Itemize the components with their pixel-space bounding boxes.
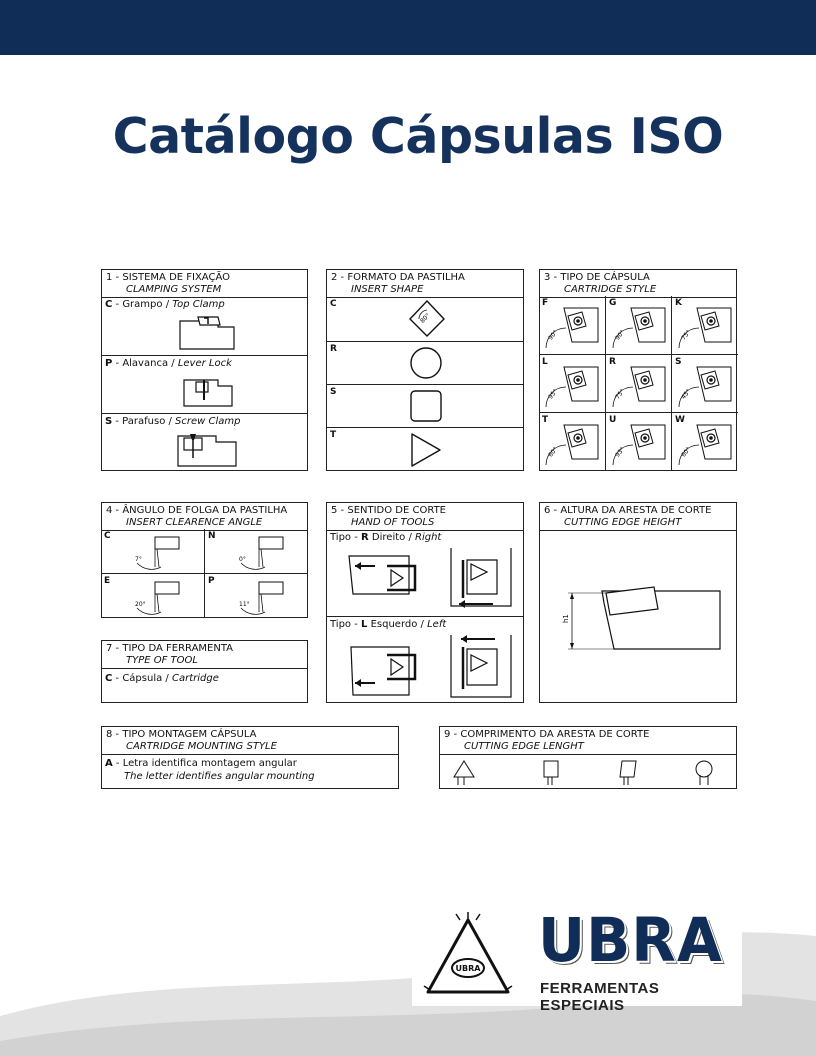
section-header: 9 - COMPRIMENTO DA ARESTA DE CORTE CUTTING EDGE LENGHT (440, 727, 736, 755)
right-hand-tool-icon (331, 546, 521, 616)
cartridge-style-u (605, 412, 672, 471)
cartridge-code: T (542, 415, 549, 425)
cartridge-style-w (671, 412, 738, 471)
svg-text:90°: 90° (547, 328, 560, 342)
cartridge-style-l (539, 354, 606, 413)
section-header: 8 - TIPO MONTAGEM CÁPSULA CARTRIDGE MOUNTING STYLE (102, 727, 398, 755)
section-mounting-style (101, 726, 399, 789)
section-clearance-angle (101, 502, 308, 618)
section-header: 3 - TIPO DE CÁPSULA CARTRIDGE STYLE (540, 270, 736, 298)
square-insert-icon (409, 389, 443, 423)
cartridge-style-f (539, 296, 606, 355)
clearance-code: E (104, 576, 111, 586)
shape-row-c: C 80° (327, 297, 523, 341)
section-header: 4 - ÂNGULO DE FOLGA DA PASTILHA INSERT CLEARENCE ANGLE (102, 503, 307, 531)
triangle-emblem-icon (418, 910, 518, 1002)
clearance-angle-icon (219, 531, 299, 571)
cartridge-insert-icon (609, 361, 669, 411)
section-cartridge-style (539, 269, 737, 471)
cartridge-code: L (542, 357, 548, 367)
cartridge-style-t (539, 412, 606, 471)
cartridge-code: W (675, 415, 685, 425)
cartridge-code: S (675, 357, 682, 367)
cartridge-style-k (671, 296, 738, 355)
hand-left-row: Tipo - L Esquerdo / Left (327, 616, 523, 703)
brand-logo (418, 904, 738, 1014)
cartridge-code: K (675, 298, 682, 308)
rhombic-insert-icon (407, 299, 447, 339)
cartridge-insert-icon (609, 419, 669, 469)
cartridge-insert-icon (542, 419, 602, 469)
cartridge-insert-icon (542, 361, 602, 411)
section-header: 6 - ALTURA DA ARESTA DE CORTE CUTTING EDGE HEIGHT (540, 503, 736, 531)
triangle-insert-icon (409, 432, 443, 468)
svg-text:60°: 60° (547, 445, 560, 459)
brand-name: UBRA (538, 904, 723, 976)
svg-text:UBRA: UBRA (455, 964, 481, 973)
cartridge-insert-icon (609, 302, 669, 352)
cartridge-style-s (671, 354, 738, 413)
cartridge-style-g (605, 296, 672, 355)
cartridge-insert-icon (675, 302, 735, 352)
section-hand-of-tools (326, 502, 524, 703)
clearance-angle-e (101, 573, 205, 618)
section-header: 5 - SENTIDO DE CORTE HAND OF TOOLS (327, 503, 523, 531)
hand-right-row: Tipo - R Direito / Right (327, 530, 523, 616)
cartridge-insert-icon (542, 302, 602, 352)
svg-text:h1: h1 (562, 614, 570, 623)
mounting-row: A - Letra identifica montagem angular The letter identifies angular mounting (105, 758, 315, 782)
svg-text:11°: 11° (239, 601, 250, 608)
svg-text:75°: 75° (680, 328, 693, 342)
top-clamp-icon (178, 315, 238, 351)
clearance-code: C (104, 531, 111, 541)
svg-text:7°: 7° (135, 556, 142, 563)
svg-text:20°: 20° (135, 601, 146, 608)
shape-row-t: T (327, 427, 523, 471)
section-header: 7 - TIPO DA FERRAMENTA TYPE OF TOOL (102, 641, 307, 669)
section-cutting-edge-height (539, 502, 737, 703)
clearance-angle-icon (115, 531, 195, 571)
round-insert-icon (409, 346, 443, 380)
svg-text:75°: 75° (614, 387, 627, 401)
lever-lock-icon (182, 376, 234, 408)
clearance-angle-icon (219, 576, 299, 616)
tool-type-row: C - Cápsula / Cartridge (105, 673, 219, 684)
clearance-angle-icon (115, 576, 195, 616)
clearance-angle-c (101, 529, 205, 574)
clearance-angle-n (204, 529, 308, 574)
cartridge-code: F (542, 298, 549, 308)
clamp-row-screw-clamp: S - Parafuso / Screw Clamp (102, 413, 307, 471)
brand-tagline: FERRAMENTAS ESPECIAIS (540, 980, 660, 1014)
svg-text:90°: 90° (614, 328, 627, 342)
clamp-row-lever-lock: P - Alavanca / Lever Lock (102, 355, 307, 413)
cartridge-insert-icon (675, 361, 735, 411)
section-insert-shape (326, 269, 524, 471)
clearance-angle-p (204, 573, 308, 618)
svg-text:95°: 95° (547, 387, 560, 401)
cutting-edge-height-diagram (558, 579, 728, 659)
cartridge-code: G (609, 298, 617, 308)
svg-text:0°: 0° (239, 556, 246, 563)
cartridge-code: R (609, 357, 616, 367)
section-clamping-system (101, 269, 308, 471)
left-hand-tool-icon (331, 633, 521, 703)
page-title: Catálogo Cápsulas ISO (112, 108, 724, 165)
clamp-row-top-clamp: C - Grampo / Top Clamp (102, 297, 307, 355)
svg-text:60°: 60° (680, 445, 693, 459)
svg-text:93°: 93° (614, 445, 627, 459)
section-cutting-edge-length (439, 726, 737, 789)
svg-text:80°: 80° (419, 312, 432, 325)
screw-clamp-icon (176, 432, 238, 468)
shape-row-r: R (327, 341, 523, 384)
section-header: 2 - FORMATO DA PASTILHA INSERT SHAPE (327, 270, 523, 298)
section-type-of-tool (101, 640, 308, 703)
cartridge-style-r (605, 354, 672, 413)
section-header: 1 - SISTEMA DE FIXAÇÃO CLAMPING SYSTEM (102, 270, 307, 298)
shape-row-s: S (327, 384, 523, 427)
edge-length-shapes (440, 755, 736, 787)
cartridge-code: U (609, 415, 617, 425)
clearance-code: N (208, 531, 216, 541)
clearance-code: P (208, 576, 215, 586)
svg-text:45°: 45° (680, 387, 693, 401)
cartridge-insert-icon (675, 419, 735, 469)
top-banner (0, 0, 816, 55)
